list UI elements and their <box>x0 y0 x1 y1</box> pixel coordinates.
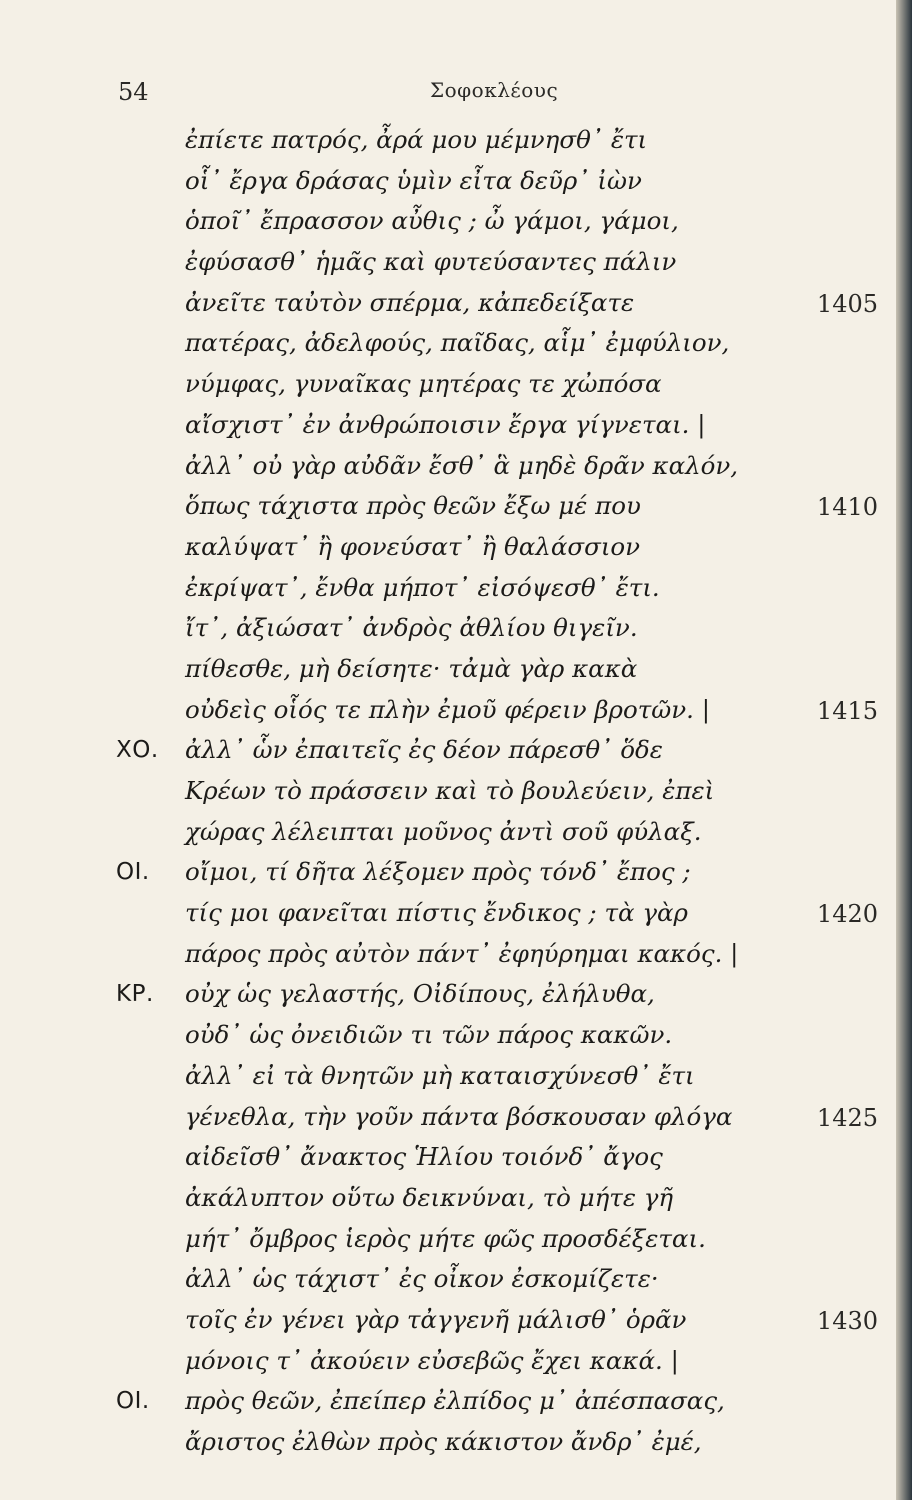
verse-line <box>0 1183 896 1224</box>
verse-text: μήτ᾽ ὄμβρος ἱερὸς μήτε φῶς προσδέξεται. <box>185 1223 706 1253</box>
page-number: 54 <box>118 78 149 106</box>
verse-line <box>0 1224 896 1265</box>
verse-text: χώρας λέλειπται μοῦνος ἀντὶ σοῦ φύλαξ. <box>185 816 702 846</box>
verse-text: οὐδ᾽ ὡς ὀνειδιῶν τι τῶν πάρος κακῶν. <box>185 1020 673 1050</box>
verse-text: νύμφας, γυναῖκας μητέρας τε χὠπόσα <box>185 369 662 399</box>
verse-text: ἀλλ᾽ ὧν ἐπαιτεῖς ἐς δέον πάρεσθ᾽ ὅδε <box>185 735 663 765</box>
verse-line <box>0 369 896 410</box>
speaker-label: ΚΡ. <box>116 981 154 1008</box>
line-number: 1430 <box>816 1306 878 1335</box>
verse-text: πίθεσθε, μὴ δείσητε· τἀμὰ γὰρ κακὰ <box>185 653 638 683</box>
verse-text: Κρέων τὸ πράσσειν καὶ τὸ βουλεύειν, ἐπεὶ <box>185 776 715 805</box>
verse-line <box>0 654 896 695</box>
verse-line <box>0 532 896 573</box>
verse-block <box>0 125 896 1468</box>
verse-line <box>0 206 896 247</box>
page-header <box>0 72 896 112</box>
verse-text: ἐπίετε πατρός, ἆρά μου μέμνησθ᾽ ἔτι <box>185 125 648 154</box>
verse-text: οὐδεὶς οἷός τε πλὴν ἐμοῦ φέρειν βροτῶν. | <box>185 694 710 724</box>
running-title: Σοφοκλέους <box>430 78 559 102</box>
verse-text: ἄριστος ἐλθὼν πρὸς κάκιστον ἄνδρ᾽ ἐμέ, <box>185 1427 702 1456</box>
verse-text: πάρος πρὸς αὐτὸν πάντ᾽ ἐφηύρημαι κακός. | <box>185 938 739 968</box>
line-number: 1410 <box>816 493 878 522</box>
verse-line <box>0 735 896 776</box>
verse-line <box>0 857 896 898</box>
verse-text: ἀνεῖτε ταὐτὸν σπέρμα, κἀπεδείξατε <box>185 287 635 317</box>
verse-text: γένεθλα, τὴν γοῦν πάντα βόσκουσαν φλόγα <box>185 1101 733 1131</box>
verse-line <box>0 1020 896 1061</box>
verse-text: τίς μοι φανεῖται πίστις ἔνδικος ; τὰ γὰρ <box>185 898 688 928</box>
verse-line <box>0 613 896 654</box>
verse-text: αἰδεῖσθ᾽ ἄνακτος Ἡλίου τοιόνδ᾽ ἄγος <box>185 1142 663 1172</box>
verse-line <box>0 328 896 369</box>
verse-line <box>0 979 896 1020</box>
line-number: 1420 <box>816 900 878 929</box>
verse-text: ἐφύσασθ᾽ ἡμᾶς καὶ φυτεύσαντες πάλιν <box>185 247 677 277</box>
verse-line <box>0 125 896 166</box>
verse-text: μόνοις τ᾽ ἀκούειν εὐσεβῶς ἔχει κακά. | <box>185 1345 679 1375</box>
verse-text: πρὸς θεῶν, ἐπείπερ ἐλπίδος μ᾽ ἀπέσπασας, <box>185 1386 725 1416</box>
line-number: 1425 <box>816 1103 878 1132</box>
verse-line <box>0 1305 896 1346</box>
verse-line <box>0 817 896 858</box>
line-number: 1405 <box>816 289 878 318</box>
verse-line <box>0 491 896 532</box>
verse-line <box>0 1142 896 1183</box>
verse-line <box>0 898 896 939</box>
verse-text: οἷ᾽ ἔργα δράσας ὑμὶν εἶτα δεῦρ᾽ ἰὼν <box>185 165 642 195</box>
verse-line <box>0 1102 896 1143</box>
verse-text: ἐκρίψατ᾽, ἔνθα μήποτ᾽ εἰσόψεσθ᾽ ἔτι. <box>185 572 660 602</box>
verse-text: ὅπως τάχιστα πρὸς θεῶν ἔξω μέ που <box>185 491 641 521</box>
verse-text: ἀλλ᾽ ὡς τάχιστ᾽ ἐς οἶκον ἐσκομίζετε· <box>185 1264 659 1294</box>
verse-line <box>0 1264 896 1305</box>
verse-line <box>0 288 896 329</box>
verse-text: ἀλλ᾽ εἰ τὰ θνητῶν μὴ καταισχύνεσθ᾽ ἔτι <box>185 1060 695 1090</box>
verse-line <box>0 410 896 451</box>
speaker-label: ΟΙ. <box>116 859 150 886</box>
verse-line <box>0 451 896 492</box>
speaker-label: ΟΙ. <box>116 1388 150 1415</box>
verse-text: ὁποῖ᾽ ἔπρασσον αὖθις ; ὦ γάμοι, γάμοι, <box>185 206 679 236</box>
page-edge <box>896 0 912 1500</box>
verse-line <box>0 166 896 207</box>
verse-line <box>0 776 896 817</box>
verse-line <box>0 247 896 288</box>
verse-text: ἀλλ᾽ οὐ γὰρ αὐδᾶν ἔσθ᾽ ἃ μηδὲ δρᾶν καλόν, <box>185 450 739 480</box>
verse-line <box>0 1346 896 1387</box>
speaker-label: ΧΟ. <box>116 737 159 764</box>
verse-text: καλύψατ᾽ ἢ φονεύσατ᾽ ἢ θαλάσσιον <box>185 531 641 561</box>
verse-text: πατέρας, ἀδελφούς, παῖδας, αἷμ᾽ ἐμφύλιον, <box>185 328 730 358</box>
verse-text: τοῖς ἐν γένει γὰρ τἀγγενῆ μάλισθ᾽ ὁρᾶν <box>185 1304 687 1334</box>
verse-line <box>0 939 896 980</box>
verse-text: οὐχ ὡς γελαστής, Οἰδίπους, ἐλήλυθα, <box>185 979 655 1009</box>
verse-text: οἴμοι, τί δῆτα λέξομεν πρὸς τόνδ᾽ ἔπος ; <box>185 857 691 887</box>
verse-text: αἴσχιστ᾽ ἐν ἀνθρώποισιν ἔργα γίγνεται. | <box>185 409 706 439</box>
verse-line <box>0 573 896 614</box>
verse-line <box>0 695 896 736</box>
verse-text: ἴτ᾽, ἀξιώσατ᾽ ἀνδρὸς ἀθλίου θιγεῖν. <box>185 613 638 643</box>
verse-line <box>0 1427 896 1468</box>
verse-text: ἀκάλυπτον οὕτω δεικνύναι, τὸ μήτε γῆ <box>185 1182 674 1212</box>
verse-line <box>0 1386 896 1427</box>
line-number: 1415 <box>816 696 878 725</box>
verse-line <box>0 1061 896 1102</box>
